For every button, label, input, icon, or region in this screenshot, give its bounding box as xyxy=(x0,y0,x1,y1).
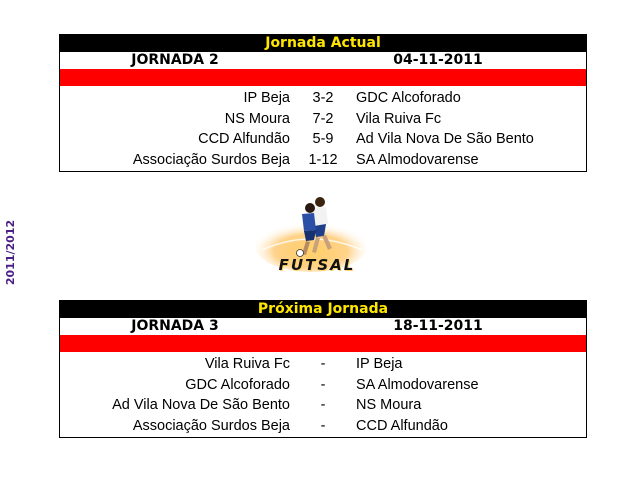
current-round-header xyxy=(59,52,587,69)
home-team: Associação Surdos Beja xyxy=(132,417,290,434)
away-team: IP Beja xyxy=(356,356,403,372)
season-text: 2011/2012 xyxy=(4,219,18,285)
next-round-matches xyxy=(59,352,587,438)
match-score: - xyxy=(320,397,326,413)
season-label xyxy=(2,212,20,292)
match-row xyxy=(60,109,586,130)
away-team: SA Almodovarense xyxy=(356,151,479,168)
next-round-red-bar xyxy=(59,335,587,352)
home-team: Associação Surdos Beja xyxy=(132,151,290,168)
match-row xyxy=(60,150,586,171)
home-team: Vila Ruiva Fc xyxy=(204,356,290,372)
home-team: CCD Alfundão xyxy=(198,131,290,147)
away-team: GDC Alcoforado xyxy=(356,90,461,106)
match-score: - xyxy=(320,417,326,434)
away-team: CCD Alfundão xyxy=(356,417,448,434)
next-round-banner: Próxima Jornada xyxy=(59,300,587,318)
current-round-date: 04-11-2011 xyxy=(393,52,483,68)
match-row xyxy=(60,375,586,396)
current-round-table xyxy=(59,34,587,172)
away-team: Ad Vila Nova De São Bento xyxy=(356,131,534,147)
next-round-date: 18-11-2011 xyxy=(393,318,483,334)
match-score: - xyxy=(320,376,326,393)
match-score: 3-2 xyxy=(312,90,334,106)
home-team: NS Moura xyxy=(224,110,290,127)
next-round-table xyxy=(59,300,587,438)
match-row xyxy=(60,88,586,109)
home-team: Ad Vila Nova De São Bento xyxy=(112,397,290,413)
current-round-red-bar xyxy=(59,69,587,86)
current-round-matches xyxy=(59,86,587,172)
current-round-banner: Jornada Actual xyxy=(59,34,587,52)
match-row xyxy=(60,416,586,437)
next-round-header xyxy=(59,318,587,335)
match-row xyxy=(60,129,586,150)
match-score: 7-2 xyxy=(312,110,334,127)
match-score: - xyxy=(320,356,326,372)
away-team: NS Moura xyxy=(356,397,422,413)
futsal-logo-text: FUTSAL xyxy=(278,256,356,274)
home-team: GDC Alcoforado xyxy=(185,376,290,393)
away-team: SA Almodovarense xyxy=(356,376,479,393)
next-round-number: JORNADA 3 xyxy=(131,318,219,334)
current-round-number: JORNADA 2 xyxy=(131,52,219,68)
match-score: 1-12 xyxy=(308,151,338,168)
home-team: IP Beja xyxy=(243,90,290,106)
match-row xyxy=(60,354,586,375)
away-team: Vila Ruiva Fc xyxy=(356,110,442,127)
match-row xyxy=(60,395,586,416)
match-score: 5-9 xyxy=(312,131,334,147)
